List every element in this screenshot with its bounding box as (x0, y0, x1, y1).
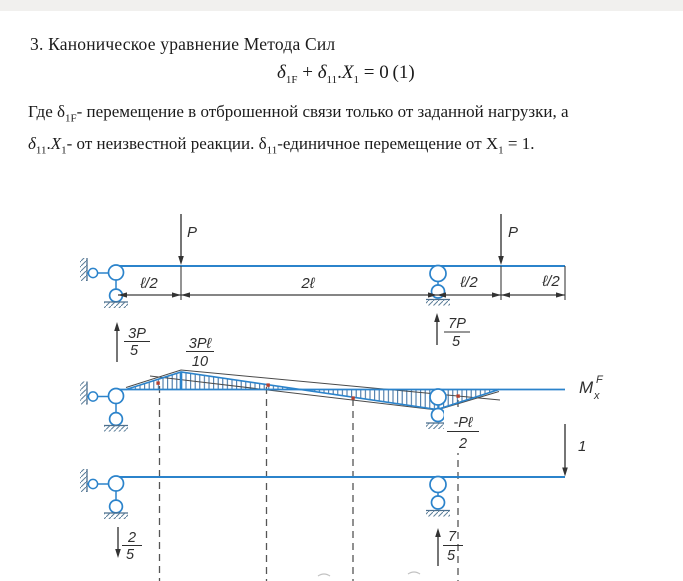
formula-delta2: δ (317, 62, 327, 83)
section-dashed-lines (160, 386, 459, 581)
unit-force-arrow (562, 424, 586, 477)
dim-seg3-label: ℓ/2 (460, 274, 478, 291)
m-letter: M (579, 378, 594, 397)
m-subscript: x (594, 390, 600, 402)
force-p1-label: P (187, 224, 198, 241)
para-text: . (46, 134, 51, 154)
dimension-line (118, 273, 565, 298)
unit-scheme (80, 469, 565, 576)
unit-force-label: 1 (578, 438, 587, 455)
u2-numerator: 7 (447, 529, 457, 545)
moment-diagram (80, 370, 604, 477)
m-superscript: F (596, 374, 603, 386)
para-text: - от неизвестной реакции. δ (66, 134, 267, 154)
formula-plus: + (297, 62, 318, 83)
formula-delta1: δ (277, 62, 286, 83)
para-sub: 11 (35, 144, 47, 157)
force-arrow-p1 (178, 214, 197, 265)
neg-numerator: -Pℓ (453, 415, 473, 431)
para-text: Где δ (28, 102, 66, 121)
para-x: X (50, 134, 62, 154)
u1-denominator: 5 (125, 547, 135, 563)
peak-denominator: 10 (191, 354, 209, 370)
r2-numerator: 7P (448, 316, 466, 332)
para-text: -единичное перемещение от X (277, 134, 499, 154)
para-text: = 1. (503, 134, 535, 154)
section-heading: 3. Каноническое уравнение Метода Сил (30, 34, 336, 54)
moment-axis-label (579, 374, 604, 402)
load-scheme (80, 214, 565, 370)
para-text: - перемещение в отброшенной связи только от заданной нагрузки, а (76, 102, 569, 121)
unit-reaction-right (435, 528, 463, 566)
para-delta: δ (28, 134, 36, 154)
formula-ref: (1) (392, 62, 415, 83)
para-sub: 1F (65, 112, 77, 125)
peak-numerator: 3Pℓ (188, 336, 212, 352)
formula-dot: . (337, 62, 342, 83)
moment-peak-value (186, 336, 214, 370)
para-sub: 11 (266, 144, 278, 157)
formula-sub3: 1 (353, 73, 359, 86)
formula-x: X (341, 62, 354, 83)
moment-neg-value (444, 411, 482, 453)
reaction-r2 (434, 313, 470, 350)
u2-denominator: 5 (446, 548, 456, 564)
reaction-r1 (114, 322, 150, 362)
roller-support-right-3 (426, 477, 450, 517)
dim-seg4-label: ℓ/2 (542, 273, 560, 290)
force-arrow-p2 (498, 214, 518, 265)
dim-seg1-label: ℓ/2 (140, 275, 158, 292)
formula-eq: = 0 (358, 62, 389, 83)
r2-denominator: 5 (451, 334, 461, 350)
r1-numerator: 3P (128, 326, 146, 342)
roller-support-right (426, 266, 450, 306)
para-sub: 1 (61, 144, 67, 157)
r1-denominator: 5 (129, 343, 139, 359)
u1-numerator: 2 (127, 530, 137, 546)
para-sub: 1 (498, 144, 504, 157)
unit-reaction-left (115, 527, 142, 563)
neg-denominator: 2 (458, 436, 468, 452)
force-p2-label: P (508, 224, 519, 241)
formula-sub1: 1F (285, 73, 298, 86)
formula-sub2: 11 (326, 73, 338, 86)
cropped-fragments (318, 572, 420, 576)
dim-seg2-label: 2ℓ (301, 275, 315, 292)
